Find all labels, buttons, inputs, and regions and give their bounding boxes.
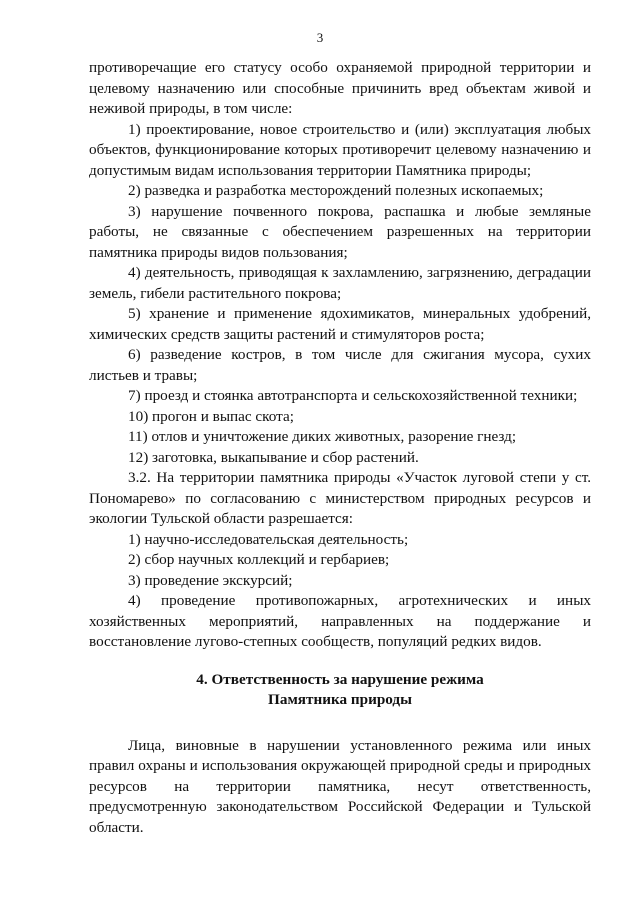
section-heading-line-2: Памятника природы bbox=[268, 691, 412, 708]
document-body bbox=[89, 58, 591, 838]
list-item-collections: 2) сбор научных коллекций и гербариев; bbox=[128, 551, 390, 568]
list-item-fire-prevention: 4) проведение противопожарных, агротехнических и иных хозяйственных мероприятий, направленных на поддержание и восстановление лугово-степных сообществ, популяций редких видов. bbox=[89, 592, 591, 650]
list-item-vehicles: 7) проезд и стоянка автотранспорта и сельскохозяйственной техники; bbox=[128, 387, 578, 404]
list-item-soil-damage: 3) нарушение почвенного покрова, распашка и любые земляные работы, не связанные с обеспечением разрешенных на территории памятника природы видов пользования; bbox=[89, 202, 591, 261]
list-item-research: 1) научно-исследовательская деятельность; bbox=[128, 530, 409, 548]
list-item-hunting: 11) отлов и уничтожение диких животных, разорение гнезд; bbox=[128, 428, 517, 445]
list-item-grazing: 10) прогон и выпас скота; bbox=[128, 407, 294, 425]
paragraph-intro: противоречащие его статусу особо охраняемой природной территории и целевому назначению или способные причинить вред объектам живой и неживой природы, в том числе: bbox=[89, 59, 591, 117]
list-item-pollution: 4) деятельность, приводящая к захламлению, загрязнению, деградации земель, гибели растительного покрова; bbox=[89, 264, 591, 302]
list-item-plant-collection: 12) заготовка, выкапывание и сбор растений. bbox=[128, 448, 419, 466]
list-item-fires: 6) разведение костров, в том числе для сжигания мусора, сухих листьев и травы; bbox=[89, 346, 591, 384]
list-item-mining: 2) разведка и разработка месторождений полезных ископаемых; bbox=[128, 182, 544, 199]
list-item-design-construction: 1) проектирование, новое строительство и (или) эксплуатация любых объектов, функционирование которых противоречит целевому назначению и допустимым видам использования территории Памятника природы; bbox=[89, 120, 591, 179]
paragraph-section-3-2: 3.2. На территории памятника природы «Участок луговой степи у ст. Пономарево» по согласованию с министерством природных ресурсов и экологии Тульской области разрешается: bbox=[89, 469, 591, 527]
list-item-excursions: 3) проведение экскурсий; bbox=[128, 571, 293, 589]
section-heading bbox=[89, 670, 591, 711]
page-number: 3 bbox=[316, 30, 324, 45]
paragraph-responsibility: Лица, виновные в нарушении установленного режима или иных правил охраны и использования окружающей природной среды и природных ресурсов на территории памятника, несут ответственность, предусмотренную законодательством Российской Федерации и Тульской области. bbox=[89, 736, 591, 836]
spacer bbox=[89, 711, 591, 736]
list-item-chemicals: 5) хранение и применение ядохимикатов, минеральных удобрений, химических средств защиты растений и стимуляторов роста; bbox=[89, 305, 591, 343]
section-heading-line-1: 4. Ответственность за нарушение режима bbox=[196, 670, 484, 688]
